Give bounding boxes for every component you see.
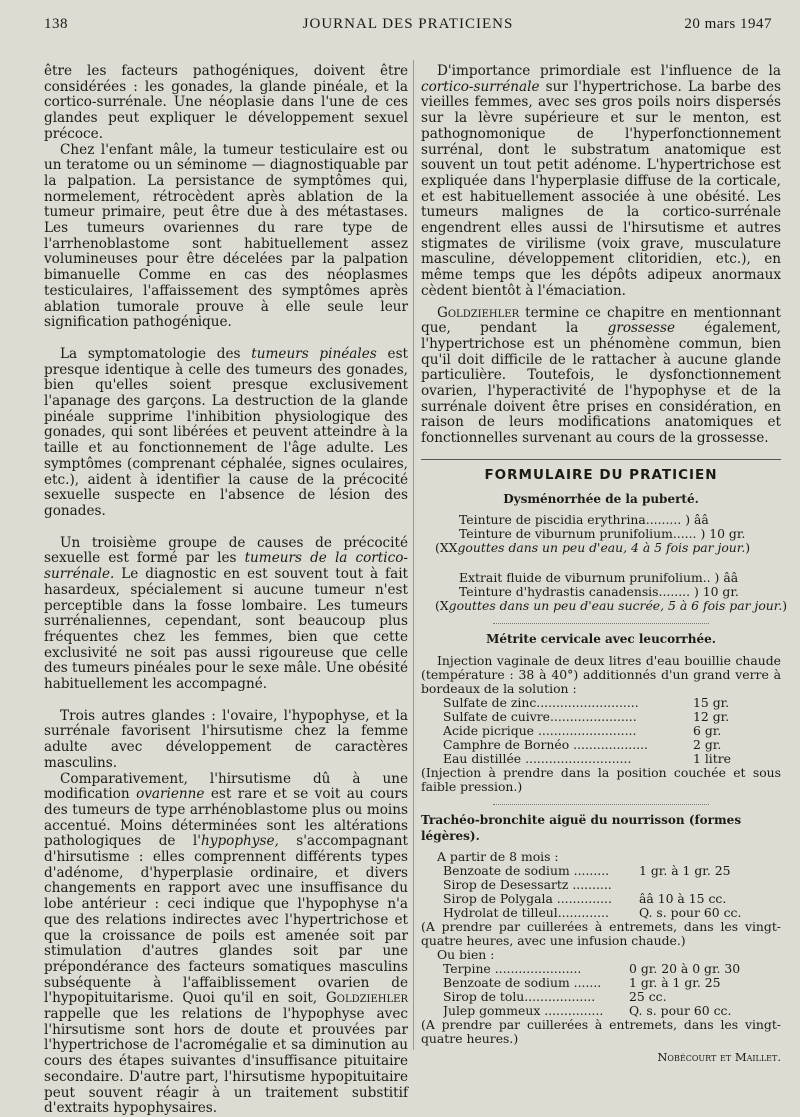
section-rule — [493, 623, 709, 624]
right-column — [421, 63, 788, 1066]
paragraph: Comparativement, l'hirsutisme dû à une modification ovarienne est rare et se voit au cours des tumeurs de type arrhénoblastome plus ou moins accentué. Moins déterminées sont les altérations pathologiques de l'hypophyse, s'accompagnant d'hirsutisme : elles comprennent différents types d'adénome, d'hyperplasie ordinaire, et divers changements en rapport avec une insuffisance du lobe antérieur : ceci indique que l'hypophyse n'a que des relations indirectes avec l'hypertrichose et que la croissance de poils est amenée soit par stimulation d'autres glandes soit par une prépondérance des facteurs somatiques masculins subséquente à l'affaiblissement ovarien de l'hypopituitarisme. Quoi qu'il en soit, Goldziehler rappelle que les relations de l'hypophyse avec l'hirsutisme sont hors de doute et prouvées par l'hypertrichose de l'acromégalie et sa diminution au cours des étapes suivantes d'insuffisance pituitaire secondaire. D'autre part, l'hirsutisme hypopituitaire peut souvent réagir à un traitement substitif d'extraits hypophysaires. — [44, 770, 408, 1117]
prescription-metrite — [421, 654, 781, 794]
paragraph: La symptomatologie des tumeurs pinéales est presque identique à celle des tumeurs des gonades, bien qu'elles soient presque exclusivement l'apanage des garçons. La destruction de la glande pinéale supprime l'inhibition physiologique des gonades, qui sont libérées et peuvent atteindre à la taille et au fonctionnement de l'âge adulte. Les symptômes (comprenant céphalée, signes oculaires, etc.), aident à identifier la cause de la précocité sexuelle suspecte en l'absence de lésion des gonades. — [44, 345, 409, 519]
rx-item-qty: 25 cc. — [629, 989, 667, 1005]
rx-item-qty: 1 gr. à 1 gr. 25 — [629, 975, 721, 991]
rx-item — [421, 864, 781, 878]
rx-note: (A prendre par cuillerées à entremets, dans les vingt-quatre heures, avec une infusion chaude.) — [421, 919, 781, 949]
rx-note: (XX gouttes dans un peu d'eau, 4 à 5 fois par jour. ) — [435, 540, 751, 556]
rx-item-qty: Q. s. pour 60 cc. — [639, 905, 742, 921]
rx-line: Extrait fluide de viburnum prunifolium.. ) ââ — [459, 570, 739, 586]
rx-intro: Injection vaginale de deux litres d'eau bouillie chaude (température : 38 à 40°) additionnés d'un grand verre à bordeaux de la solution : — [421, 652, 781, 696]
rx-line: Teinture d'hydrastis canadensis........ ) 10 gr. — [459, 584, 739, 600]
rx-item — [421, 724, 781, 738]
rx-line: Teinture de viburnum prunifolium...... ) 10 gr. — [459, 526, 746, 542]
rx-item-name: Eau distillée ........................... — [443, 751, 632, 766]
rx-item-name: Sirop de Polygala .............. — [443, 892, 612, 907]
rx-item-name: Sulfate de zinc.......................... — [443, 695, 639, 710]
section-rule — [421, 459, 781, 460]
rx-item-qty: 0 gr. 20 à 0 gr. 30 — [629, 961, 741, 977]
rx-item-name: Hydrolat de tilleul............. — [443, 906, 609, 921]
rx-item — [421, 892, 781, 906]
running-header — [44, 16, 772, 40]
rx-item — [421, 906, 781, 920]
rx-item-qty: 1 gr. à 1 gr. 25 — [639, 863, 731, 879]
rx-item-name: Acide picrique ......................... — [443, 723, 637, 738]
rx-item-name: Camphre de Bornéo ................... — [443, 737, 648, 752]
rx-or: Ou bien : — [437, 947, 495, 963]
rx-item-qty: 2 gr. — [693, 736, 722, 752]
rx-item — [421, 976, 781, 990]
rx-item-qty: ââ 10 à 15 cc. — [639, 891, 727, 907]
rx-item-name: Terpine ...................... — [443, 962, 582, 977]
rx-item — [421, 962, 781, 976]
rx-item — [421, 990, 781, 1004]
rx-item — [421, 1004, 781, 1018]
rx-item-qty: 15 gr. — [693, 694, 730, 710]
rx-item-name: Sulfate de cuivre...................... — [443, 709, 637, 724]
rx-item — [421, 752, 781, 766]
section-rule — [493, 804, 709, 805]
paragraph: Goldziehler termine ce chapitre en mentionnant que, pendant la grossesse également, l'hypertrichose est un phénomène commun, bien qu'il doit difficile de le rattacher à aucune glande particulière. Toutefois, le dysfonctionnement ovarien, l'hyperactivité de l'hypophyse et de la surrénale doivent être prises en considération, en raison de leurs modifications anatomiques et fonctionnelles survenant au cours de la grossesse. — [421, 304, 782, 447]
rx-item — [421, 696, 781, 710]
page-number: 138 — [44, 16, 68, 32]
rx-note: (A prendre par cuillerées à entremets, dans les vingt-quatre heures.) — [421, 1017, 781, 1047]
journal-title: JOURNAL DES PRATICIENS — [302, 16, 514, 32]
prescription-heading: Métrite cervicale avec leucorrhée. — [486, 632, 716, 647]
rx-item-name: Benzoate de sodium ......... — [443, 864, 610, 879]
prescription-heading: Trachéo-bronchite aiguë du nourrisson (formes légères). — [421, 812, 742, 843]
prescription-tracheo — [421, 850, 781, 1046]
rx-items — [421, 864, 781, 920]
issue-date: 20 mars 1947 — [684, 16, 772, 32]
paragraph: Un troisième groupe de causes de précocité sexuelle est formé par les tumeurs de la cortico-surrénale. Le diagnostic en est souvent tout à fait hasardeux, spécialement si aucune tumeur n'est perceptible dans la fosse lombaire. Les tumeurs surrénaliennes, cependant, sont beaucoup plus fréquentes chez les femmes, bien que cette exclusivité ne soit pas aussi rigoureuse que celle des tumeurs pinéales pour le sexe mâle. Une obésité habituellement les accompagné. — [44, 534, 409, 693]
rx-item-qty: Q. s. pour 60 cc. — [629, 1003, 732, 1019]
rx-item-name: Benzoate de sodium ....... — [443, 976, 602, 991]
rx-item-name: Sirop de Desessartz .......... — [443, 878, 612, 893]
rx-item-name: Sirop de tolu.................. — [443, 990, 596, 1005]
rx-line: Teinture de piscidia erythrina......... ) ââ — [459, 512, 709, 528]
rx-note: (Injection à prendre dans la position couchée et sous faible pression.) — [421, 764, 781, 794]
paragraph: D'importance primordiale est l'influence de la cortico-surrénale sur l'hypertrichose. La barbe des vieilles femmes, avec ses gros poils noirs dispersés sur la lèvre supérieure et sur le menton, est pathognomonique de l'hyperfonctionnement surrénal, dont le substratum anatomique est souvent un tout petit adénome. L'hypertrichose est expliquée dans l'hyperplasie diffuse de la corticale, et est habituellement associée à une obésité. Les tumeurs malignes de la cortico-surrénale engendrent elles aussi de l'hirsutisme et autres stigmates de virilisme (voix grave, musculature masculine, développement clitoridien, etc.), en même temps que les dépôts adipeux anormaux cèdent bientôt à l'émaciation. — [421, 63, 781, 299]
formulary-title: FORMULAIRE DU PRATICIEN — [484, 466, 718, 483]
rx-items — [421, 962, 781, 1018]
prescription-heading: Dysménorrhée de la puberté. — [503, 491, 699, 506]
rx-item-qty: 6 gr. — [693, 722, 722, 738]
rx-item-name: Julep gommeux ............... — [443, 1004, 604, 1019]
paragraph: Trois autres glandes : l'ovaire, l'hypophyse, et la surrénale favorisent l'hirsutisme chez la femme adulte avec développement de caractères masculins. — [44, 707, 408, 771]
column-divider — [413, 60, 414, 1050]
left-column — [44, 64, 408, 1117]
rx-items — [421, 696, 781, 766]
rx-item-qty: 1 litre — [693, 750, 731, 766]
rx-item — [421, 710, 781, 724]
rx-item — [421, 878, 781, 892]
signature: Nobécourt et Maillet. — [657, 1050, 781, 1065]
paragraph: Chez l'enfant mâle, la tumeur testiculaire est ou un teratome ou un séminome — diagnostiquable par la palpation. La persistance de symptômes qui, normelement, rétrocèdent après ablation de la tumeur primaire, peut être due à des métastases. Les tumeurs ovariennes du rare type de l'arrhenoblastome sont habituellement assez volumineuses pour être décelées par la palpation bimanuelle Comme en cas des néoplasmes testiculaires, l'affaissement des symptômes après ablation tumorale prouve à elle seule leur signification pathogénique. — [44, 141, 408, 331]
paragraph: être les facteurs pathogéniques, doivent être considérées : les gonades, la glande pinéale, et la cortico-surrénale. Une néoplasie dans l'une de ces glandes peut expliquer le développement sexuel précoce. — [44, 63, 408, 142]
prescription-dysmenorrhee — [421, 512, 788, 614]
rx-intro: A partir de 8 mois : — [437, 849, 559, 865]
rx-note: (X gouttes dans un peu d'eau sucrée, 5 à 6 fois par jour. ) — [435, 598, 788, 614]
rx-item — [421, 738, 781, 752]
rx-item-qty: 12 gr. — [693, 708, 730, 724]
